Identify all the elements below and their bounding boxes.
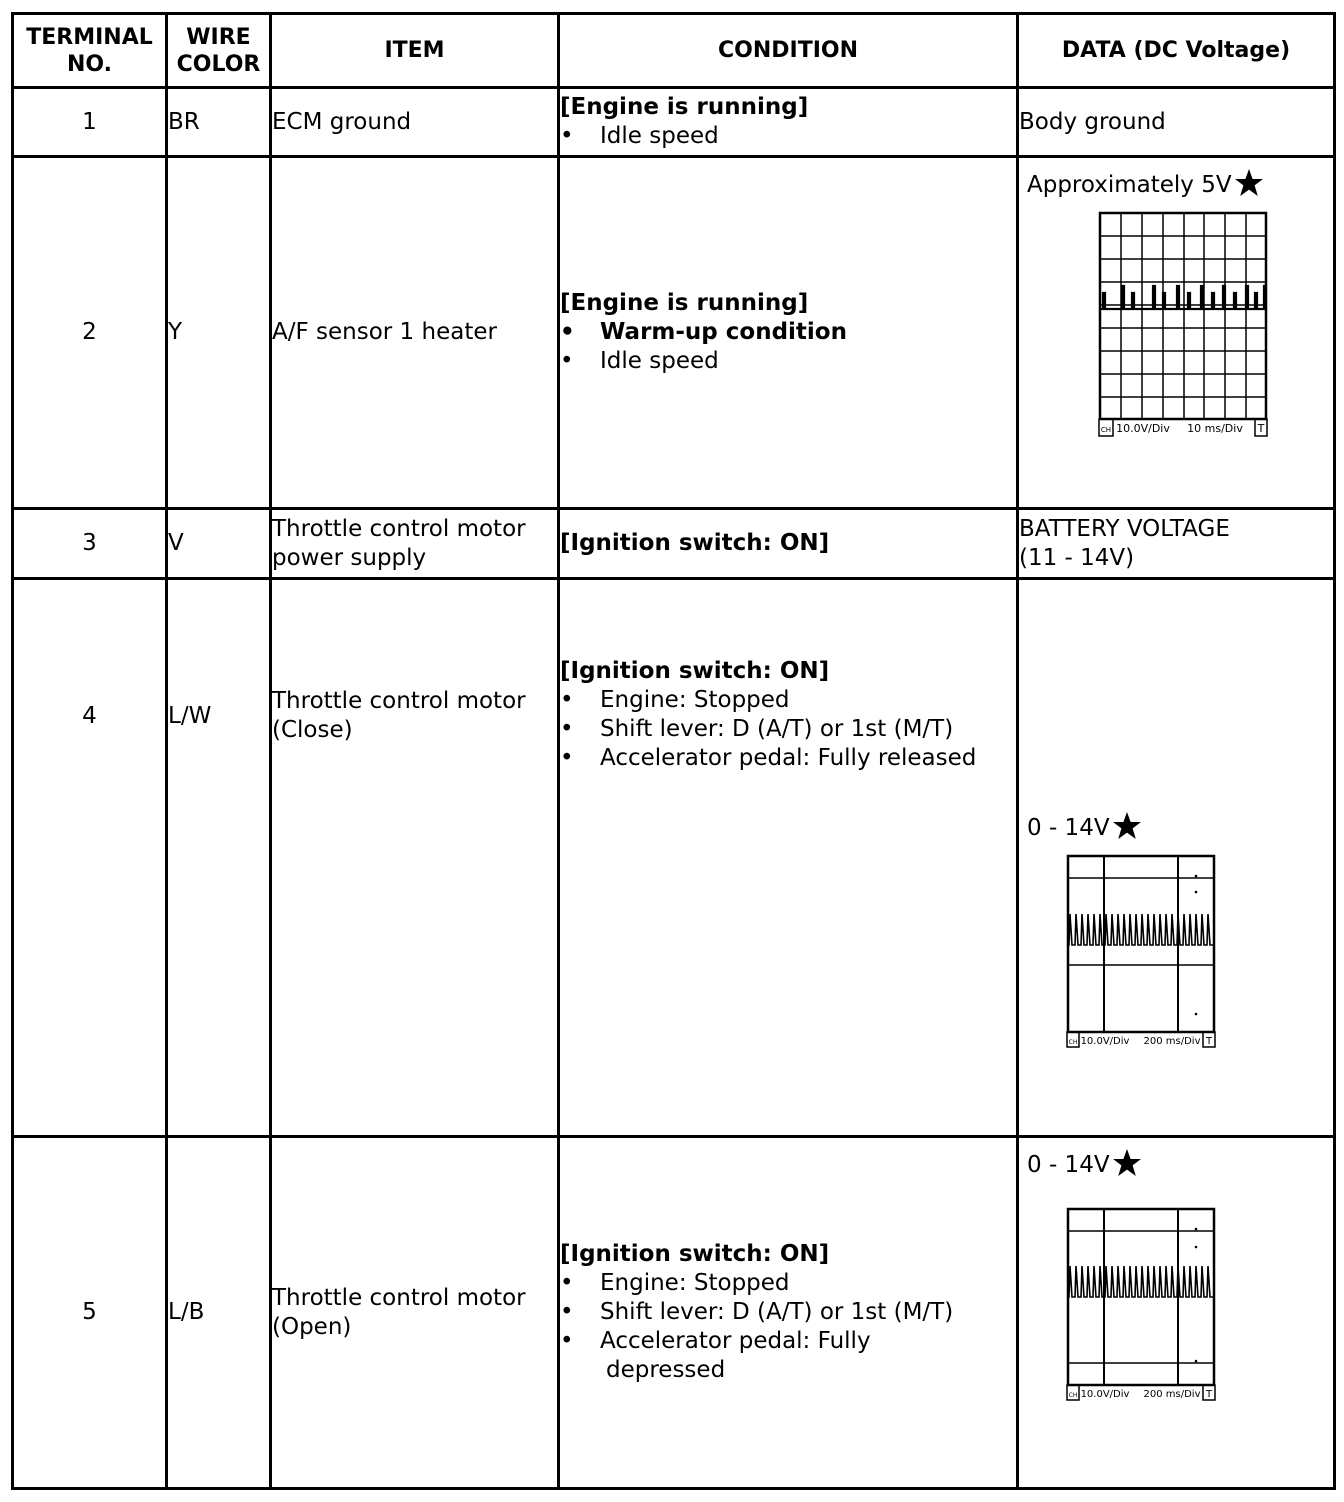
svg-text:200 ms/Div: 200 ms/Div [1143, 1036, 1201, 1047]
condition-cell [559, 509, 1018, 579]
oscilloscope-waveform-motor-close [1066, 854, 1218, 1052]
svg-text:T: T [1205, 1036, 1213, 1047]
svg-text:CH: CH [1068, 1392, 1078, 1399]
data-cell: BATTERY VOLTAGE (11 - 14V) [1018, 509, 1335, 579]
star-icon [1234, 168, 1264, 198]
svg-text:10.0V/Div: 10.0V/Div [1080, 1389, 1130, 1400]
svg-text:CH: CH [1100, 426, 1112, 434]
condition-cell [559, 157, 1018, 509]
data-cell [1018, 579, 1335, 1137]
oscilloscope-waveform-a-f-heater [1098, 211, 1270, 437]
condition-heading: [Engine is running] [560, 290, 809, 316]
condition-bullet: • Shift lever: D (A/T) or 1st (M/T) [560, 715, 1016, 744]
data-voltage: Approximately 5V [1027, 168, 1264, 200]
table-row [13, 157, 1335, 509]
data-voltage: 0 - 14V [1027, 811, 1142, 843]
data-voltage: 0 - 14V [1027, 1148, 1142, 1180]
condition-bullet: • Engine: Stopped [560, 686, 1016, 715]
ecm-terminal-table [11, 12, 1336, 1490]
condition-heading: [Engine is running] [560, 94, 809, 120]
svg-text:10 ms/Div: 10 ms/Div [1187, 422, 1243, 435]
header-wire-color: WIRE COLOR [167, 14, 271, 88]
terminal-number: 2 [13, 157, 167, 509]
condition-bullet: • Idle speed [560, 347, 1016, 376]
condition-bullet: • Accelerator pedal: Fully released [560, 744, 1016, 773]
terminal-number: 5 [13, 1137, 167, 1489]
svg-text:CH: CH [1068, 1039, 1078, 1046]
svg-text:10.0V/Div: 10.0V/Div [1116, 422, 1170, 435]
terminal-number: 3 [13, 509, 167, 579]
data-cell: Body ground [1018, 88, 1335, 157]
condition-bullet: • Accelerator pedal: Fully depressed [560, 1327, 1016, 1385]
svg-text:10.0V/Div: 10.0V/Div [1080, 1036, 1130, 1047]
condition-heading: [Ignition switch: ON] [560, 658, 830, 684]
item-description: A/F sensor 1 heater [271, 157, 559, 509]
header-condition: CONDITION [559, 14, 1018, 88]
table-row [13, 509, 1335, 579]
svg-text:T: T [1205, 1389, 1213, 1400]
item-description: Throttle control motor (Close) [271, 579, 559, 1137]
header-terminal-no: TERMINAL NO. [13, 14, 167, 88]
data-cell [1018, 157, 1335, 509]
wire-color: L/B [167, 1137, 271, 1489]
terminal-number: 1 [13, 88, 167, 157]
condition-bullet: • Engine: Stopped [560, 1269, 1016, 1298]
terminal-number: 4 [13, 579, 167, 1137]
header-item: ITEM [271, 14, 559, 88]
table-row [13, 88, 1335, 157]
item-description: Throttle control motor power supply [271, 509, 559, 579]
svg-text:T: T [1257, 422, 1265, 435]
condition-bullet: • Shift lever: D (A/T) or 1st (M/T) [560, 1298, 1016, 1327]
condition-heading: [Ignition switch: ON] [560, 530, 830, 556]
star-icon [1112, 811, 1142, 841]
condition-cell [559, 88, 1018, 157]
condition-heading: [Ignition switch: ON] [560, 1241, 830, 1267]
header-data: DATA (DC Voltage) [1018, 14, 1335, 88]
wire-color: BR [167, 88, 271, 157]
svg-text:200 ms/Div: 200 ms/Div [1143, 1389, 1201, 1400]
star-icon [1112, 1148, 1142, 1178]
condition-bullet: • Warm-up condition [560, 318, 1016, 347]
data-cell [1018, 1137, 1335, 1489]
oscilloscope-waveform-motor-open [1066, 1207, 1218, 1405]
item-description: Throttle control motor (Open) [271, 1137, 559, 1489]
condition-bullet: • Idle speed [560, 122, 1016, 151]
condition-cell [559, 579, 1018, 1137]
table-row [13, 1137, 1335, 1489]
header-row [13, 14, 1335, 88]
item-description: ECM ground [271, 88, 559, 157]
wire-color: V [167, 509, 271, 579]
wire-color: L/W [167, 579, 271, 1137]
table-row [13, 579, 1335, 1137]
condition-cell [559, 1137, 1018, 1489]
wire-color: Y [167, 157, 271, 509]
